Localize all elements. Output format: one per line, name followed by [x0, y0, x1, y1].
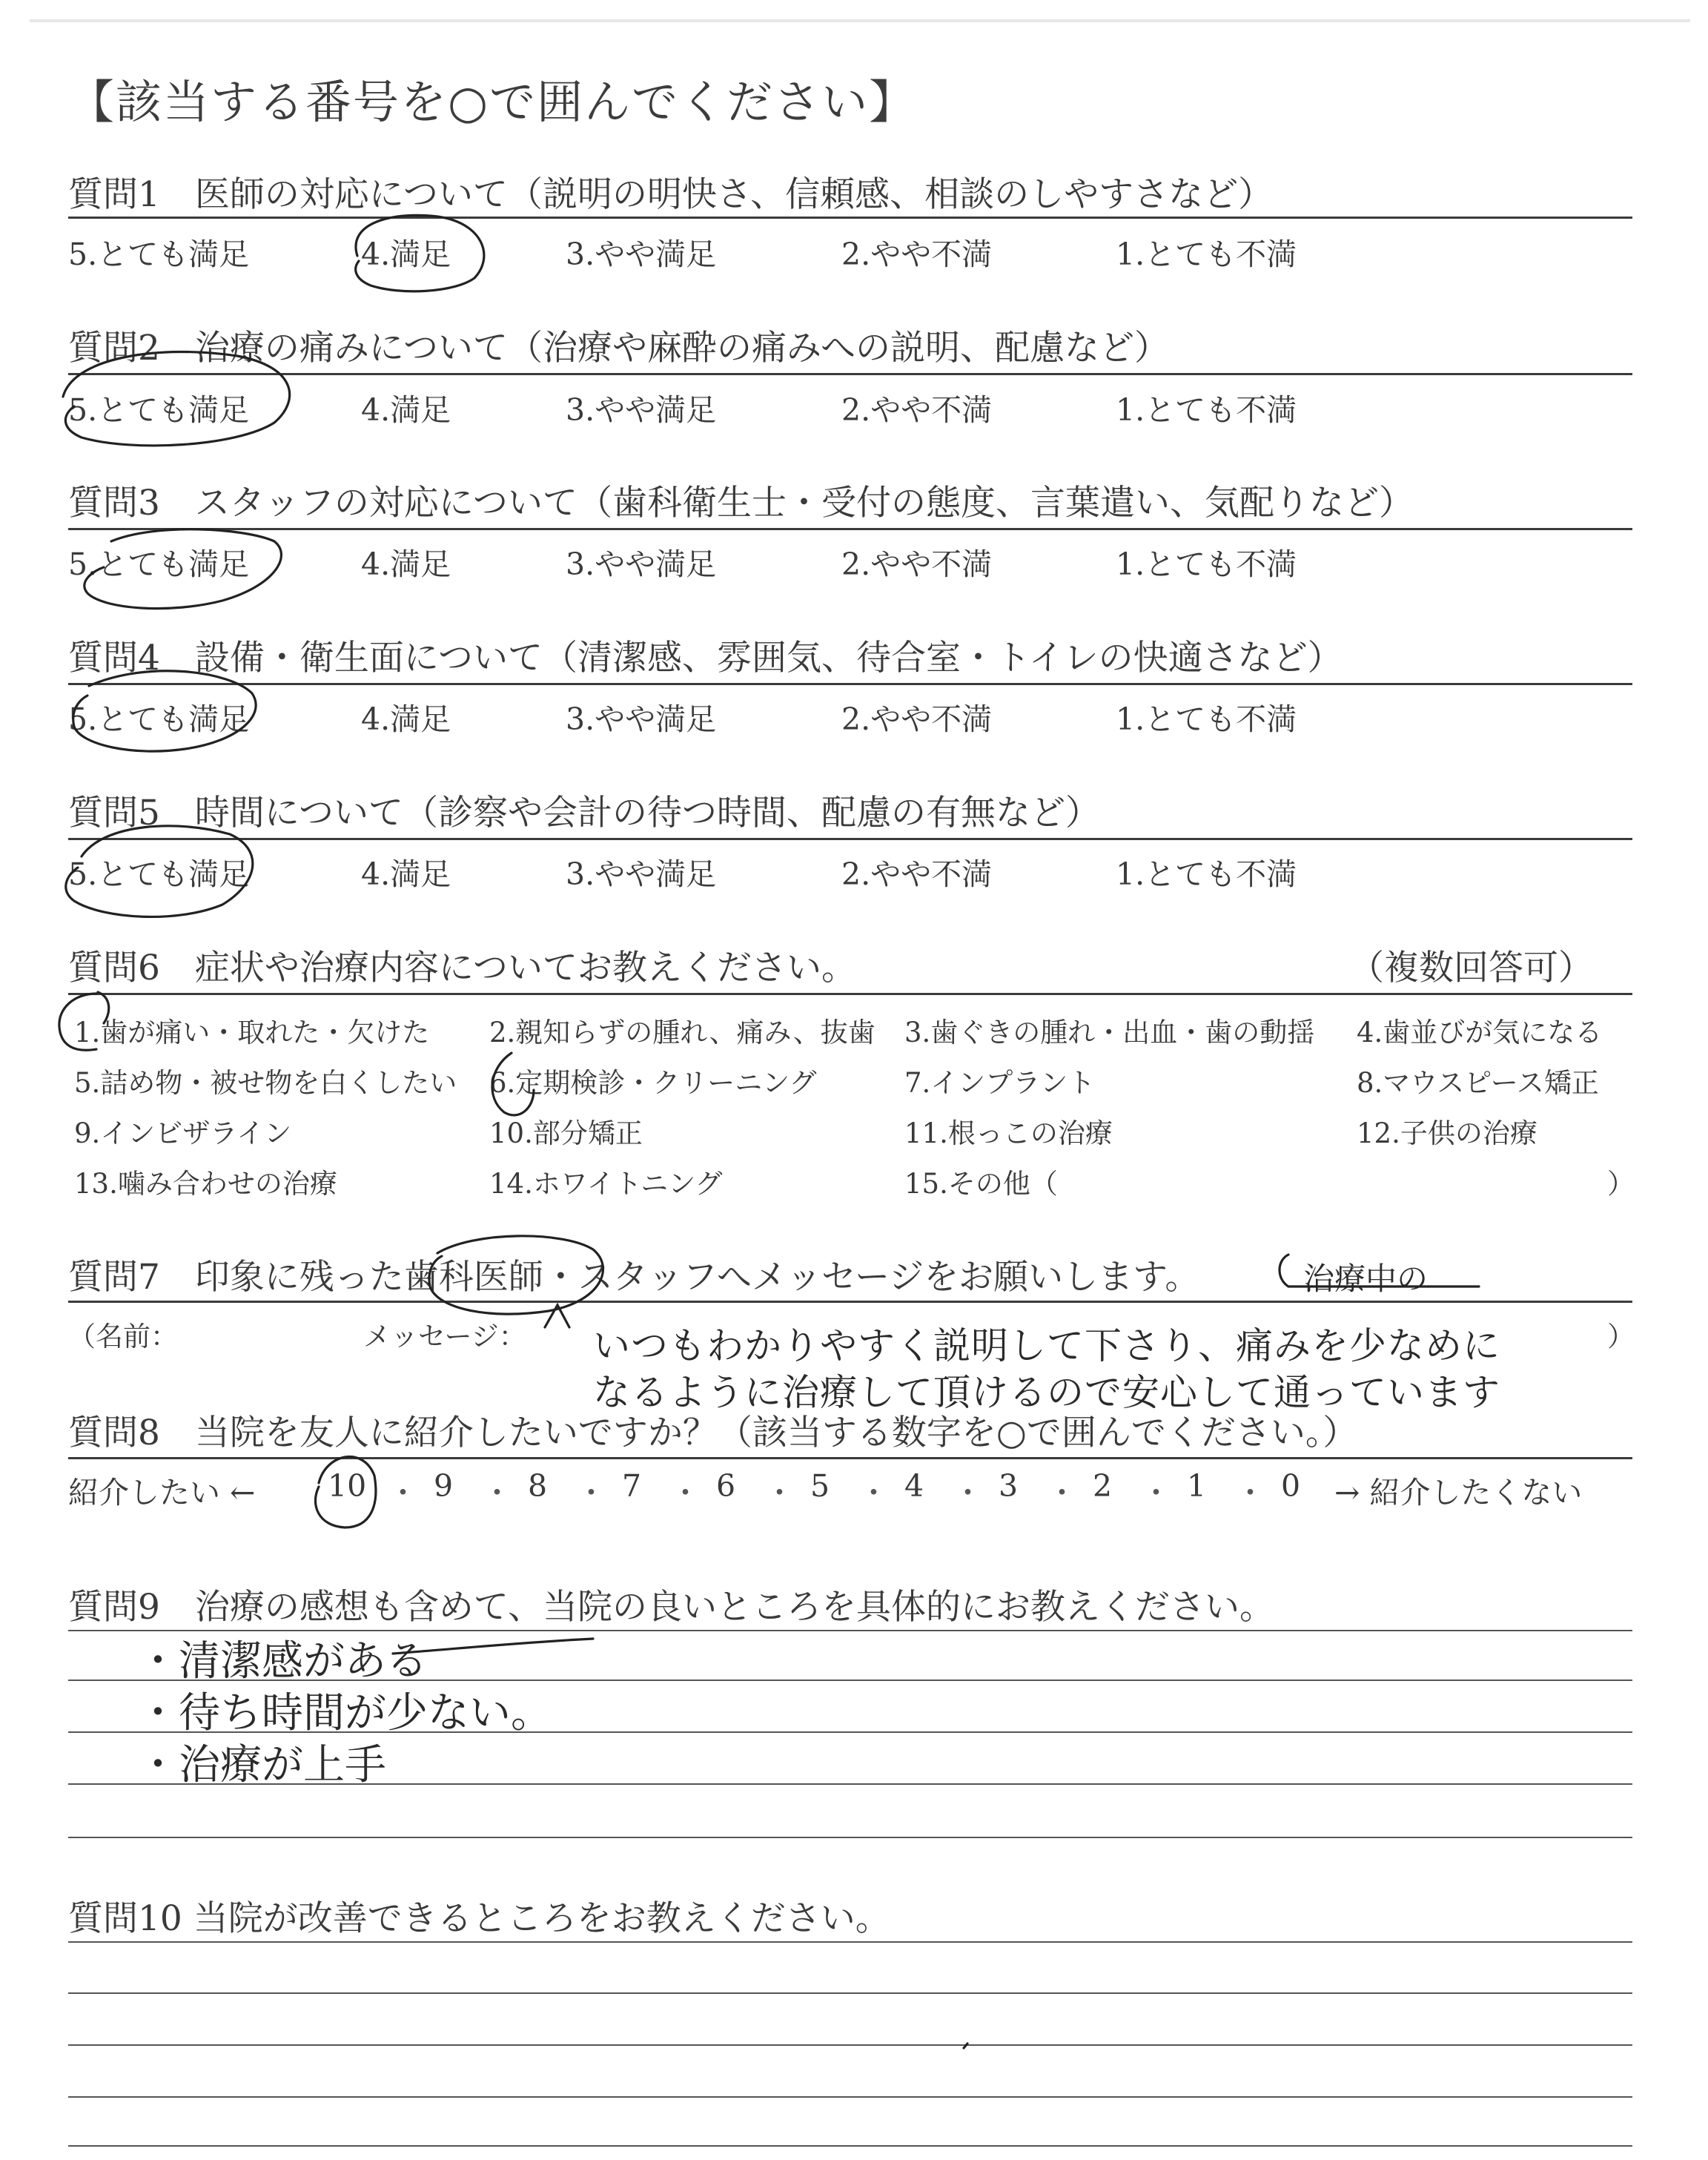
q10-writing-line — [68, 2044, 1632, 2046]
question-3-rule — [68, 528, 1632, 530]
option-1[interactable]: 1.とても不満 — [1116, 701, 1297, 737]
option-5[interactable]: 5.とても満足 — [68, 392, 250, 428]
q10-writing-line — [68, 1992, 1632, 1994]
q7-handwritten-insert: 治療中の — [1303, 1261, 1429, 1297]
option-2[interactable]: 2.やや不満 — [841, 237, 993, 272]
question-4-rule — [68, 683, 1632, 685]
question-4: 質問4 設備・衛生面について（清潔感、雰囲気、待合室・トイレの快適さなど） — [68, 638, 1343, 678]
question-6: 質問6 症状や治療内容についてお教えください。 — [68, 948, 856, 988]
q8-dot: ・ — [388, 1475, 418, 1510]
option-3[interactable]: 3.やや満足 — [566, 392, 717, 428]
q6-option-7[interactable]: 7.インプラント — [904, 1067, 1096, 1099]
q8-dot: ・ — [576, 1475, 606, 1510]
q8-number-0[interactable]: 0 — [1281, 1468, 1301, 1504]
q8-number-3[interactable]: 3 — [999, 1468, 1019, 1504]
question-10: 質問10 当院が改善できるところをお教えください。 — [68, 1898, 890, 1939]
q7-handwritten-message-line2: なるように治療して頂けるので安心して通っています — [593, 1371, 1500, 1414]
q9-answer-1: ・清潔感がある — [137, 1637, 428, 1685]
option-3[interactable]: 3.やや満足 — [566, 856, 717, 892]
q7-insert-caret — [545, 1305, 569, 1327]
question-8-rule — [68, 1457, 1632, 1459]
option-5[interactable]: 5.とても満足 — [68, 856, 250, 892]
q8-dot: ・ — [953, 1475, 983, 1510]
q6-option-12[interactable]: 12.子供の治療 — [1357, 1117, 1537, 1149]
q9-writing-line — [68, 1837, 1632, 1838]
q9-answer-2: ・待ち時間が少ない。 — [137, 1689, 552, 1737]
q6-option-6[interactable]: 6.定期検診・クリーニング — [489, 1067, 817, 1099]
q7-close: ） — [1607, 1321, 1635, 1353]
option-3[interactable]: 3.やや満足 — [566, 546, 717, 582]
q8-dot: ・ — [1141, 1475, 1171, 1510]
q6-option-4[interactable]: 4.歯並びが気になる — [1357, 1017, 1603, 1048]
question-1-rule — [68, 217, 1632, 219]
q6-option-15[interactable]: 15.その他（ — [904, 1168, 1058, 1200]
option-1[interactable]: 1.とても不満 — [1116, 856, 1297, 892]
question-2: 質問2 治療の痛みについて（治療や麻酔の痛みへの説明、配慮など） — [68, 328, 1170, 369]
q6-option-11[interactable]: 11.根っこの治療 — [904, 1117, 1113, 1149]
option-4[interactable]: 4.満足 — [361, 392, 451, 428]
question-2-rule — [68, 373, 1632, 375]
q6-option-3[interactable]: 3.歯ぐきの腫れ・出血・歯の動揺 — [904, 1017, 1315, 1048]
option-4[interactable]: 4.満足 — [361, 546, 451, 582]
q6-option-14[interactable]: 14.ホワイトニング — [489, 1168, 723, 1200]
option-5[interactable]: 5.とても満足 — [68, 701, 250, 737]
q8-number-5[interactable]: 5 — [810, 1468, 830, 1504]
q7-handwritten-message-line1: いつもわかりやすく説明して下さり、痛みを少なめに — [593, 1324, 1500, 1367]
option-5[interactable]: 5.とても満足 — [68, 237, 250, 272]
question-7: 質問7 印象に残った歯科医師・スタッフへメッセージをお願いします。 — [68, 1257, 1200, 1298]
q6-other-close: ） — [1607, 1168, 1635, 1200]
q6-option-1[interactable]: 1.歯が痛い・取れた・欠けた — [74, 1017, 430, 1048]
option-2[interactable]: 2.やや不満 — [841, 701, 993, 737]
q8-right-label: → 紹介したくない — [1334, 1475, 1583, 1510]
q6-option-10[interactable]: 10.部分矯正 — [489, 1117, 643, 1149]
question-7-rule — [68, 1301, 1632, 1303]
question-5-rule — [68, 838, 1632, 840]
question-3: 質問3 スタッフの対応について（歯科衛生士・受付の態度、言葉遣い、気配りなど） — [68, 483, 1414, 524]
q10-writing-line — [68, 2096, 1632, 2098]
question-6-rule — [68, 993, 1632, 995]
q8-dot: ・ — [764, 1475, 795, 1510]
q8-number-7[interactable]: 7 — [622, 1468, 642, 1504]
q8-number-1[interactable]: 1 — [1187, 1468, 1207, 1504]
scan-top-edge — [30, 19, 1690, 22]
q8-dot: ・ — [858, 1475, 889, 1510]
option-4[interactable]: 4.満足 — [361, 856, 451, 892]
option-1[interactable]: 1.とても不満 — [1116, 392, 1297, 428]
q8-left-label: 紹介したい ← — [68, 1475, 256, 1510]
q8-number-10[interactable]: 10 — [328, 1468, 367, 1504]
option-2[interactable]: 2.やや不満 — [841, 546, 993, 582]
q8-number-9[interactable]: 9 — [434, 1468, 454, 1504]
q8-dot: ・ — [482, 1475, 512, 1510]
question-5: 質問5 時間について（診察や会計の待つ時間、配慮の有無など） — [68, 793, 1100, 833]
q10-writing-line — [68, 2145, 1632, 2147]
question-1: 質問1 医師の対応について（説明の明快さ、信頼感、相談のしやすさなど） — [68, 174, 1274, 215]
option-3[interactable]: 3.やや満足 — [566, 701, 717, 737]
option-2[interactable]: 2.やや不満 — [841, 392, 993, 428]
q6-option-13[interactable]: 13.噛み合わせの治療 — [74, 1168, 337, 1200]
option-1[interactable]: 1.とても不満 — [1116, 237, 1297, 272]
q7-name-label: （名前： — [68, 1321, 178, 1353]
option-1[interactable]: 1.とても不満 — [1116, 546, 1297, 582]
q8-number-2[interactable]: 2 — [1093, 1468, 1113, 1504]
q7-message-label: メッセージ： — [363, 1321, 526, 1353]
option-3[interactable]: 3.やや満足 — [566, 237, 717, 272]
option-2[interactable]: 2.やや不満 — [841, 856, 993, 892]
question-8: 質問8 当院を友人に紹介したいですか？（該当する数字を○で囲んでください。） — [68, 1413, 1358, 1453]
option-4[interactable]: 4.満足 — [361, 701, 451, 737]
q8-dot: ・ — [670, 1475, 701, 1510]
question-9: 質問9 治療の感想も含めて、当院の良いところを具体的にお教えください。 — [68, 1587, 1274, 1628]
q9-answer-3: ・治療が上手 — [137, 1741, 386, 1789]
q8-dot: ・ — [1047, 1475, 1077, 1510]
q6-option-2[interactable]: 2.親知らずの腫れ、痛み、抜歯 — [489, 1017, 875, 1048]
q6-option-5[interactable]: 5.詰め物・被せ物を白くしたい — [74, 1067, 457, 1099]
option-5[interactable]: 5.とても満足 — [68, 546, 250, 582]
q8-number-6[interactable]: 6 — [716, 1468, 736, 1504]
q6-option-8[interactable]: 8.マウスピース矯正 — [1357, 1067, 1599, 1099]
q10-writing-line — [68, 1941, 1632, 1943]
page-heading: 【該当する番号を○で囲んでください】 — [68, 75, 917, 129]
q8-number-4[interactable]: 4 — [904, 1468, 924, 1504]
q6-option-9[interactable]: 9.インビザライン — [74, 1117, 292, 1149]
q8-number-8[interactable]: 8 — [528, 1468, 548, 1504]
question-6-note: （複数回答可） — [1349, 948, 1593, 988]
q8-dot: ・ — [1235, 1475, 1265, 1510]
option-4[interactable]: 4.満足 — [361, 237, 451, 272]
